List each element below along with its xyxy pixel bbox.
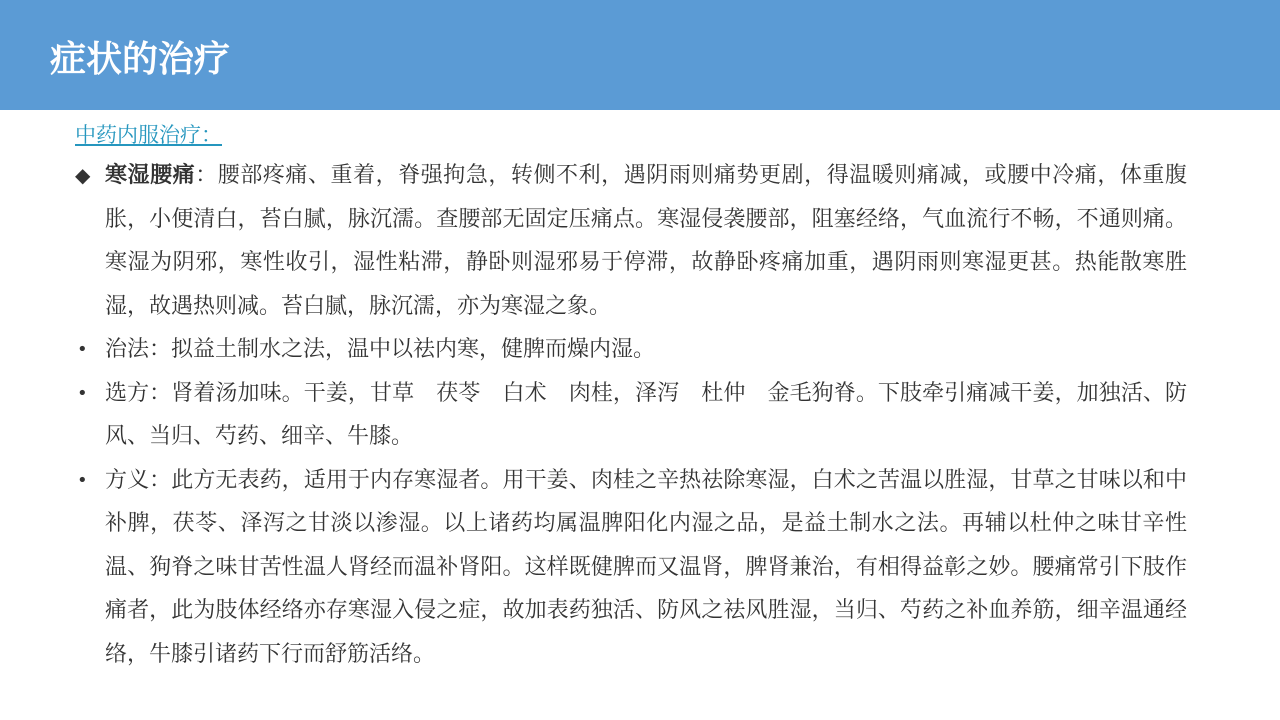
- diamond-bullet-icon: ◆: [75, 163, 91, 187]
- section-subheading-link[interactable]: 中药内服治疗：: [75, 123, 222, 147]
- dot-bullet-icon: •: [77, 469, 88, 491]
- item-text: ：腰部疼痛、重着，脊强拘急，转侧不利，遇阴雨则痛势更剧，得温暖则痛减，或腰中冷痛，体重腹胀，小便清白，苔白腻，脉沉濡。查腰部无固定压痛点。寒湿侵袭腰部，阻塞经络，气血流行不畅，不通则痛。寒湿为阴邪，寒性收引，湿性粘滞，静卧则湿邪易于停滞，故静卧疼痛加重，遇阴雨则寒湿更甚。热能散寒胜湿，故遇热则减。苔白腻，脉沉濡，亦为寒湿之象。: [105, 163, 1187, 319]
- list-item-formula-meaning: [75, 459, 1187, 677]
- item-text: 治法：拟益土制水之法，温中以祛内寒，健脾而燥内湿。: [105, 337, 656, 362]
- title-bar: [0, 0, 1280, 110]
- list-item-cold-damp-lumbago: [75, 154, 1187, 328]
- content-area: [75, 118, 1187, 676]
- item-text: 选方：肾着汤加味。干姜，甘草 茯苓 白术 肉桂，泽泻 杜仲 金毛狗脊。下肢牵引痛减干姜，加独活、防风、当归、芍药、细辛、牛膝。: [105, 380, 1187, 449]
- item-term: 寒湿腰痛: [105, 163, 196, 188]
- dot-bullet-icon: •: [77, 382, 88, 404]
- item-text: 方义：此方无表药，适用于内存寒湿者。用干姜、肉桂之辛热祛除寒湿，白术之苦温以胜湿，甘草之甘味以和中补脾，茯苓、泽泻之甘淡以渗湿。以上诸药均属温脾阳化内湿之品，是益土制水之法。再辅以杜仲之味甘辛性温、狗脊之味甘苦性温人肾经而温补肾阳。这样既健脾而又温肾，脾肾兼治，有相得益彰之妙。腰痛常引下肢作痛者，此为肢体经络亦存寒湿入侵之症，故加表药独活、防风之祛风胜湿，当归、芍药之补血养筋，细辛温通经络，牛膝引诸药下行而舒筋活络。: [105, 467, 1187, 667]
- list-item-prescription: [75, 372, 1187, 459]
- dot-bullet-icon: •: [77, 339, 88, 360]
- page-title: 症状的治疗: [50, 39, 231, 80]
- list-item-treatment-method: [75, 328, 1187, 372]
